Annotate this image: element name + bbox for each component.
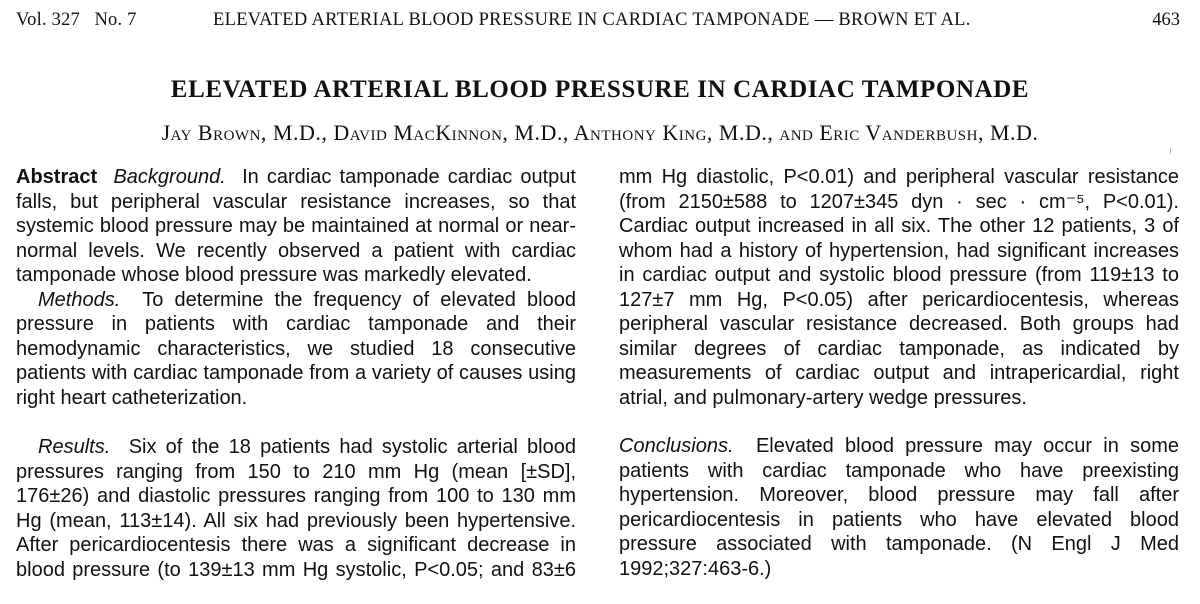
volume: Vol. 327: [16, 10, 80, 30]
author-list: Jay Brown, M.D., David MacKinnon, M.D., Anthony King, M.D., and Eric Vanderbush, M.D.: [161, 120, 1039, 145]
abstract-column-left: [16, 165, 576, 410]
running-header: [16, 10, 1184, 36]
methods-text: To determine the frequency of elevated blood pressure in patients with cardiac tamponade and their hemodynamic characteristics, we studied 18 consecutive patients with cardiac tamponade from a variety of causes using right heart catheterization.: [16, 288, 576, 409]
page-number: 463: [1152, 10, 1180, 30]
background-text: In cardiac tamponade cardiac output falls, but peripheral vascular resistance increases, so that systemic blood pressure may be maintained at normal or near-normal levels. We recently observed a patient with cardiac tamponade whose blood pressure was markedly elevated.: [16, 166, 576, 286]
abstract-results-paragraph: [16, 435, 576, 582]
abstract-methods-paragraph: [16, 288, 576, 411]
margin-mark: [1170, 148, 1171, 154]
abstract-background-paragraph: [16, 165, 576, 288]
background-label: Background.: [113, 166, 226, 188]
article-title: ELEVATED ARTERIAL BLOOD PRESSURE IN CARDIAC TAMPONADE: [170, 76, 1030, 103]
running-title: ELEVATED ARTERIAL BLOOD PRESSURE IN CARDIAC TAMPONADE — BROWN ET AL.: [213, 10, 971, 30]
results-text-cont: mm Hg diastolic, P<0.01) and peripheral vascular resistance (from 2150±588 to 1207±345 dyn · sec · cm⁻⁵, P<0.01). Cardiac output increased in all six. The other 12 patients, 3 of whom had a history of hypertension, had significant increases in cardiac output and systolic blood pressure (from 119±13 to 127±7 mm Hg, P<0.05) after pericardiocentesis, whereas peripheral vascular resistance decreased. Both groups had similar degrees of cardiac tamponade, as indicated by measurements of cardiac output and intrapericardial, right atrial, and pulmonary-artery wedge pressures.: [619, 166, 1179, 409]
conclusions-label: Conclusions.: [619, 435, 734, 457]
abstract-heading: Abstract: [16, 166, 98, 188]
issue-number: No. 7: [94, 10, 137, 30]
abstract-results-continuation: [619, 165, 1179, 459]
results-text: Six of the 18 patients had systolic arterial blood pressures ranging from 150 to 210 mm Hg (mean [±SD], 176±26) and diastolic pressures ranging from 100 to 130 mm Hg (mean, 113±14). All six had previously been hypertensive. After pericardiocentesis there was a significant decrease in blood pressure (to 139±13 mm Hg systolic, P<0.05; and 83±6: [16, 436, 576, 581]
methods-label: Methods.: [38, 288, 121, 311]
abstract-results-paragraph-cont: [619, 165, 1179, 410]
conclusions-text: Elevated blood pressure may occur in some patients with cardiac tamponade who have preexisting hypertension. Moreover, blood pressure may fall after pericardiocentesis in patients who have elevated blood pressure associated with tamponade. (N Engl J Med 1992;327:463-6.): [619, 435, 1179, 580]
results-label: Results.: [38, 436, 111, 458]
volume-issue: [16, 10, 137, 31]
abstract-results-block: [16, 435, 576, 582]
